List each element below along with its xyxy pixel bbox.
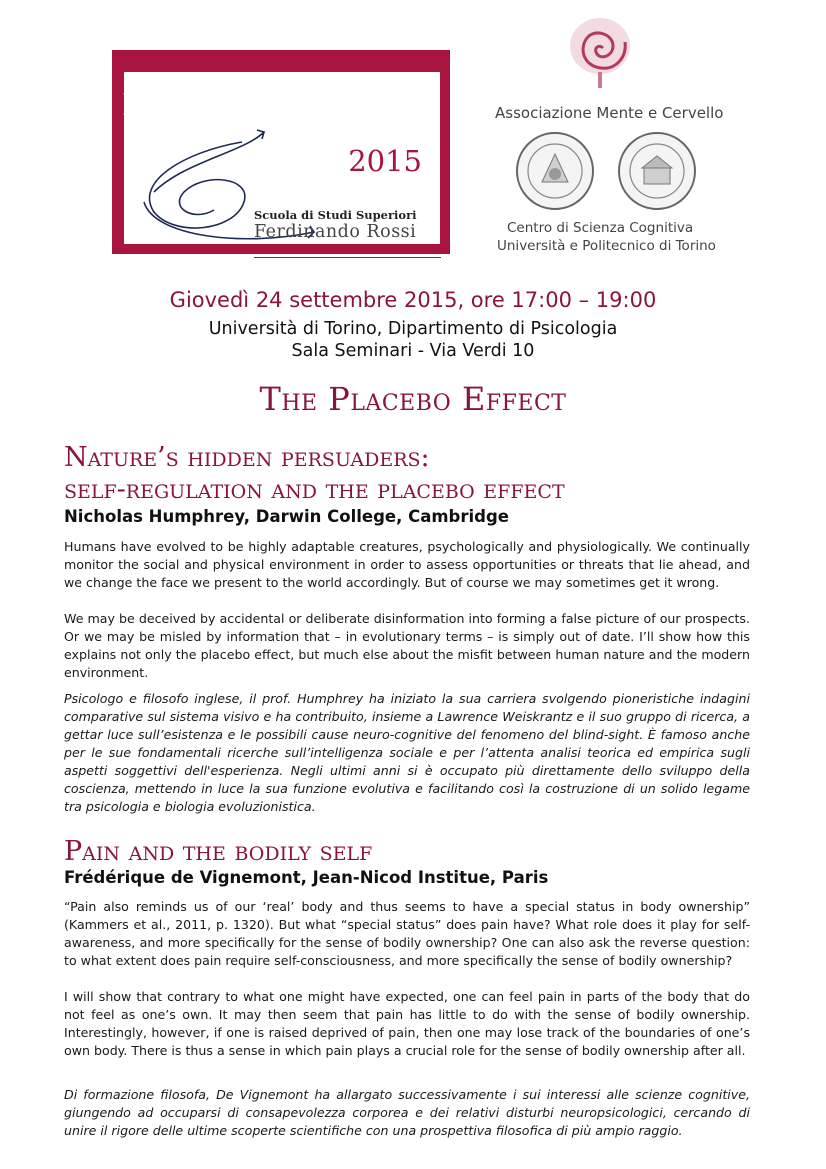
talk2-title: Pain and the bodily self xyxy=(64,836,373,867)
talk2-speaker-bio: Di formazione filosofa, De Vignemont ha allargato successivamente i sui interessi alle scienze cognitive, giungendo ad occuparsi di consapevolezza corporea e dei relativi disturbi neuropsicologici, cercando di unire il rigore delle ultime scoperte scientifiche con una prospettiva filosofica di più ampio raggio. xyxy=(64,1087,750,1138)
politecnico-seal-icon xyxy=(616,130,698,212)
conference-logo xyxy=(112,50,450,254)
talk1-abstract-p1: Humans have evolved to be highly adaptable creatures, psychologically and physiologically. We continually monitor the social and physical environment in order to assess opportunities or threats that lie ahead, and we change the face we present to the world accordingly. But of course we may sometimes get it wrong. xyxy=(64,539,750,590)
brain-spiral-icon xyxy=(565,12,635,92)
logo-university: UNIVERSITÀ DEGLI STUDI DI TORINO xyxy=(254,246,442,256)
talk1-title-line2: self-regulation and the placebo effect xyxy=(64,474,565,505)
logo-school: Scuola di Studi Superiori xyxy=(254,208,417,222)
talk2-abstract-p2: I will show that contrary to what one might have expected, one can feel pain in parts of the body that do not feel as one’s own. It may then seem that pain has little to do with the sense of bodily ownership. Interestingly, however, if one is raised deprived of pain, then one may lose track of the boundaries of one’s own body. There is thus a sense in which pain plays a crucial role for the sense of bodily ownership after all. xyxy=(64,989,750,1058)
event-title: The Placebo Effect xyxy=(259,380,567,418)
centro-name-line2: Università e Politecnico di Torino xyxy=(497,238,716,254)
talk1-abstract-p2: We may be deceived by accidental or deliberate disinformation into forming a false picture of our prospects. Or we may be misled by information that – in evolutionary terms – is simply out of date. I’ll show how this explains not only the placebo effect, but much else about the misfit between human nature and the modern environment. xyxy=(64,611,750,680)
event-date: Giovedì 24 settembre 2015, ore 17:00 – 19:00 xyxy=(169,288,657,312)
event-venue-line2: Sala Seminari - Via Verdi 10 xyxy=(291,341,535,361)
event-venue-line1: Università di Torino, Dipartimento di Psicologia xyxy=(208,319,618,339)
talk1-speaker-bio: Psicologo e filosofo inglese, il prof. Humphrey ha iniziato la sua carriera svolgendo pioneristiche indagini comparative sul sistema visivo e ha contribuito, insieme a Lawrence Weiskrantz e il suo gruppo di ricerca, a gettar luce sull’esistenza e le possibili cause neuro-cognitive del fenomeno del blind-sight. È famoso anche per le sue fondamentali ricerche sull’intelligenza sociale e per l’attenta analisi teorica ed empirica sugli aspetti soggettivi dell'esperienza. Negli ultimi anni si è occupato più direttamente dello sviluppo della coscienza, mettendo in luce la sua funzione evolutiva e facilitando così la costruzione di un solido legame tra psicologia e biologia evoluzionistica. xyxy=(64,691,750,814)
logo-name: Ferdinando Rossi xyxy=(254,222,417,242)
university-seal-icon xyxy=(514,130,596,212)
talk2-speaker: Frédérique de Vignemont, Jean-Nicod Institue, Paris xyxy=(64,868,549,887)
talk1-speaker: Nicholas Humphrey, Darwin College, Cambridge xyxy=(64,507,509,526)
talk2-abstract-p1: “Pain also reminds us of our ‘real’ body and thus seems to have a special status in body ownership” (Kammers et al., 2011, p. 1320). But what “special status” does pain have? What role does it play for self-awareness, and more specifically for the sense of bodily ownership? One can also ask the reverse question: to what extent does pain require self-consciousness, and more specifically the sense of bodily ownership? xyxy=(64,899,750,968)
talk1-title-line1: Nature’s hidden persuaders: xyxy=(64,442,430,473)
centro-name-line1: Centro di Scienza Cognitiva xyxy=(507,220,694,236)
logo-year: 2015 xyxy=(348,144,422,178)
association-name: Associazione Mente e Cervello xyxy=(495,104,724,122)
logo-title: Le Conferenze xyxy=(122,88,342,123)
